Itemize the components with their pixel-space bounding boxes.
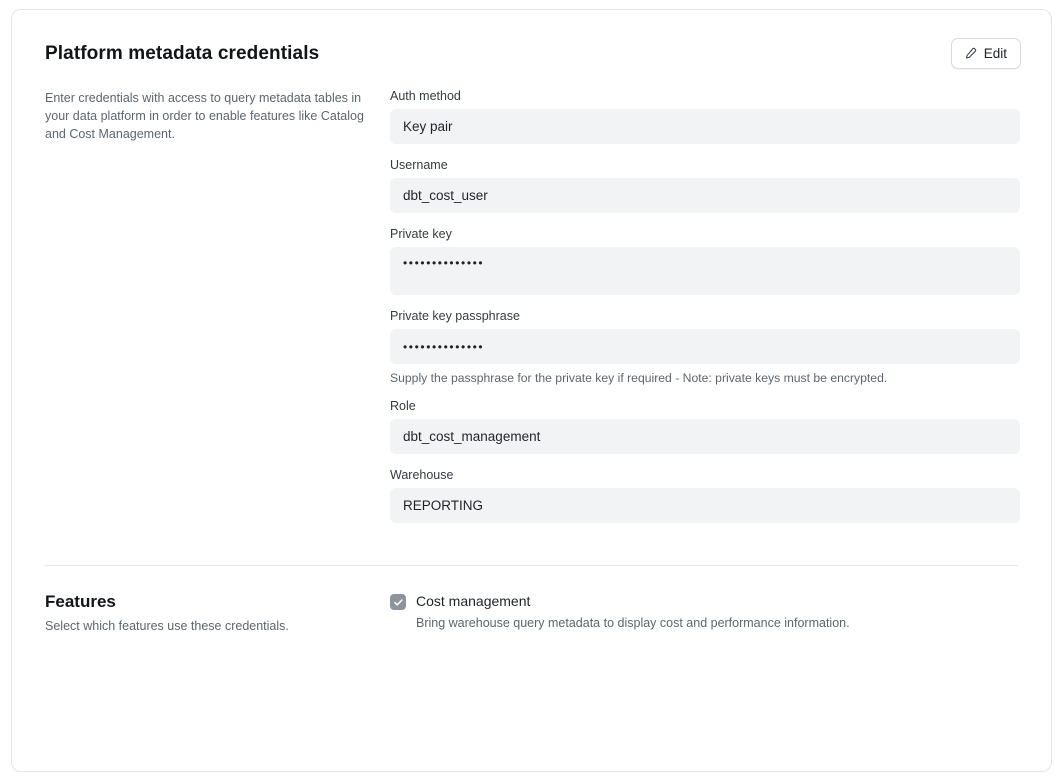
- passphrase-help-text: Supply the passphrase for the private key if required - Note: private keys must be encrypted.: [390, 371, 888, 385]
- private-key-passphrase-value: [390, 329, 1020, 364]
- feature-cost-management[interactable]: [390, 592, 1020, 632]
- auth-method-value: Key pair: [390, 109, 1020, 144]
- field-auth-method: [390, 89, 1020, 144]
- field-label: Auth method: [390, 89, 461, 103]
- private-key-value: [390, 247, 1020, 295]
- field-role: [390, 399, 1020, 454]
- field-label: Warehouse: [390, 468, 454, 482]
- credentials-fields: [390, 89, 1020, 537]
- passphrase-masked: ••••••••••••••: [403, 339, 485, 354]
- edit-button[interactable]: [951, 38, 1021, 69]
- warehouse-value: REPORTING: [390, 488, 1020, 523]
- features-section: [12, 566, 1051, 633]
- field-label: Role: [390, 399, 416, 413]
- credentials-description-column: [45, 89, 390, 537]
- features-title: Features: [45, 592, 116, 611]
- feature-label: Cost management: [416, 593, 531, 609]
- feature-text-block: [416, 592, 850, 632]
- private-key-masked: ••••••••••••••: [403, 256, 485, 270]
- features-description-column: [45, 592, 390, 633]
- field-private-key-passphrase: [390, 309, 1020, 385]
- username-value: dbt_cost_user: [390, 178, 1020, 213]
- edit-button-label: Edit: [983, 46, 1007, 61]
- features-list: [390, 592, 1020, 633]
- field-label: Private key: [390, 227, 452, 241]
- field-private-key: [390, 227, 1020, 295]
- feature-description: Bring warehouse query metadata to display cost and performance information.: [416, 616, 850, 630]
- field-username: [390, 158, 1020, 213]
- credentials-section: [12, 69, 1051, 537]
- card-header: [12, 10, 1051, 69]
- credentials-description: Enter credentials with access to query metadata tables in your data platform in order to enable features like Catalog and Cost Management.: [45, 91, 364, 141]
- field-warehouse: [390, 468, 1020, 523]
- field-label: Private key passphrase: [390, 309, 520, 323]
- features-subtitle: Select which features use these credentials.: [45, 619, 289, 633]
- pencil-icon: [963, 47, 977, 61]
- role-value: dbt_cost_management: [390, 419, 1020, 454]
- field-label: Username: [390, 158, 448, 172]
- settings-card: [11, 9, 1052, 772]
- checkbox-checked-icon[interactable]: [390, 594, 406, 610]
- page-title: Platform metadata credentials: [45, 42, 320, 64]
